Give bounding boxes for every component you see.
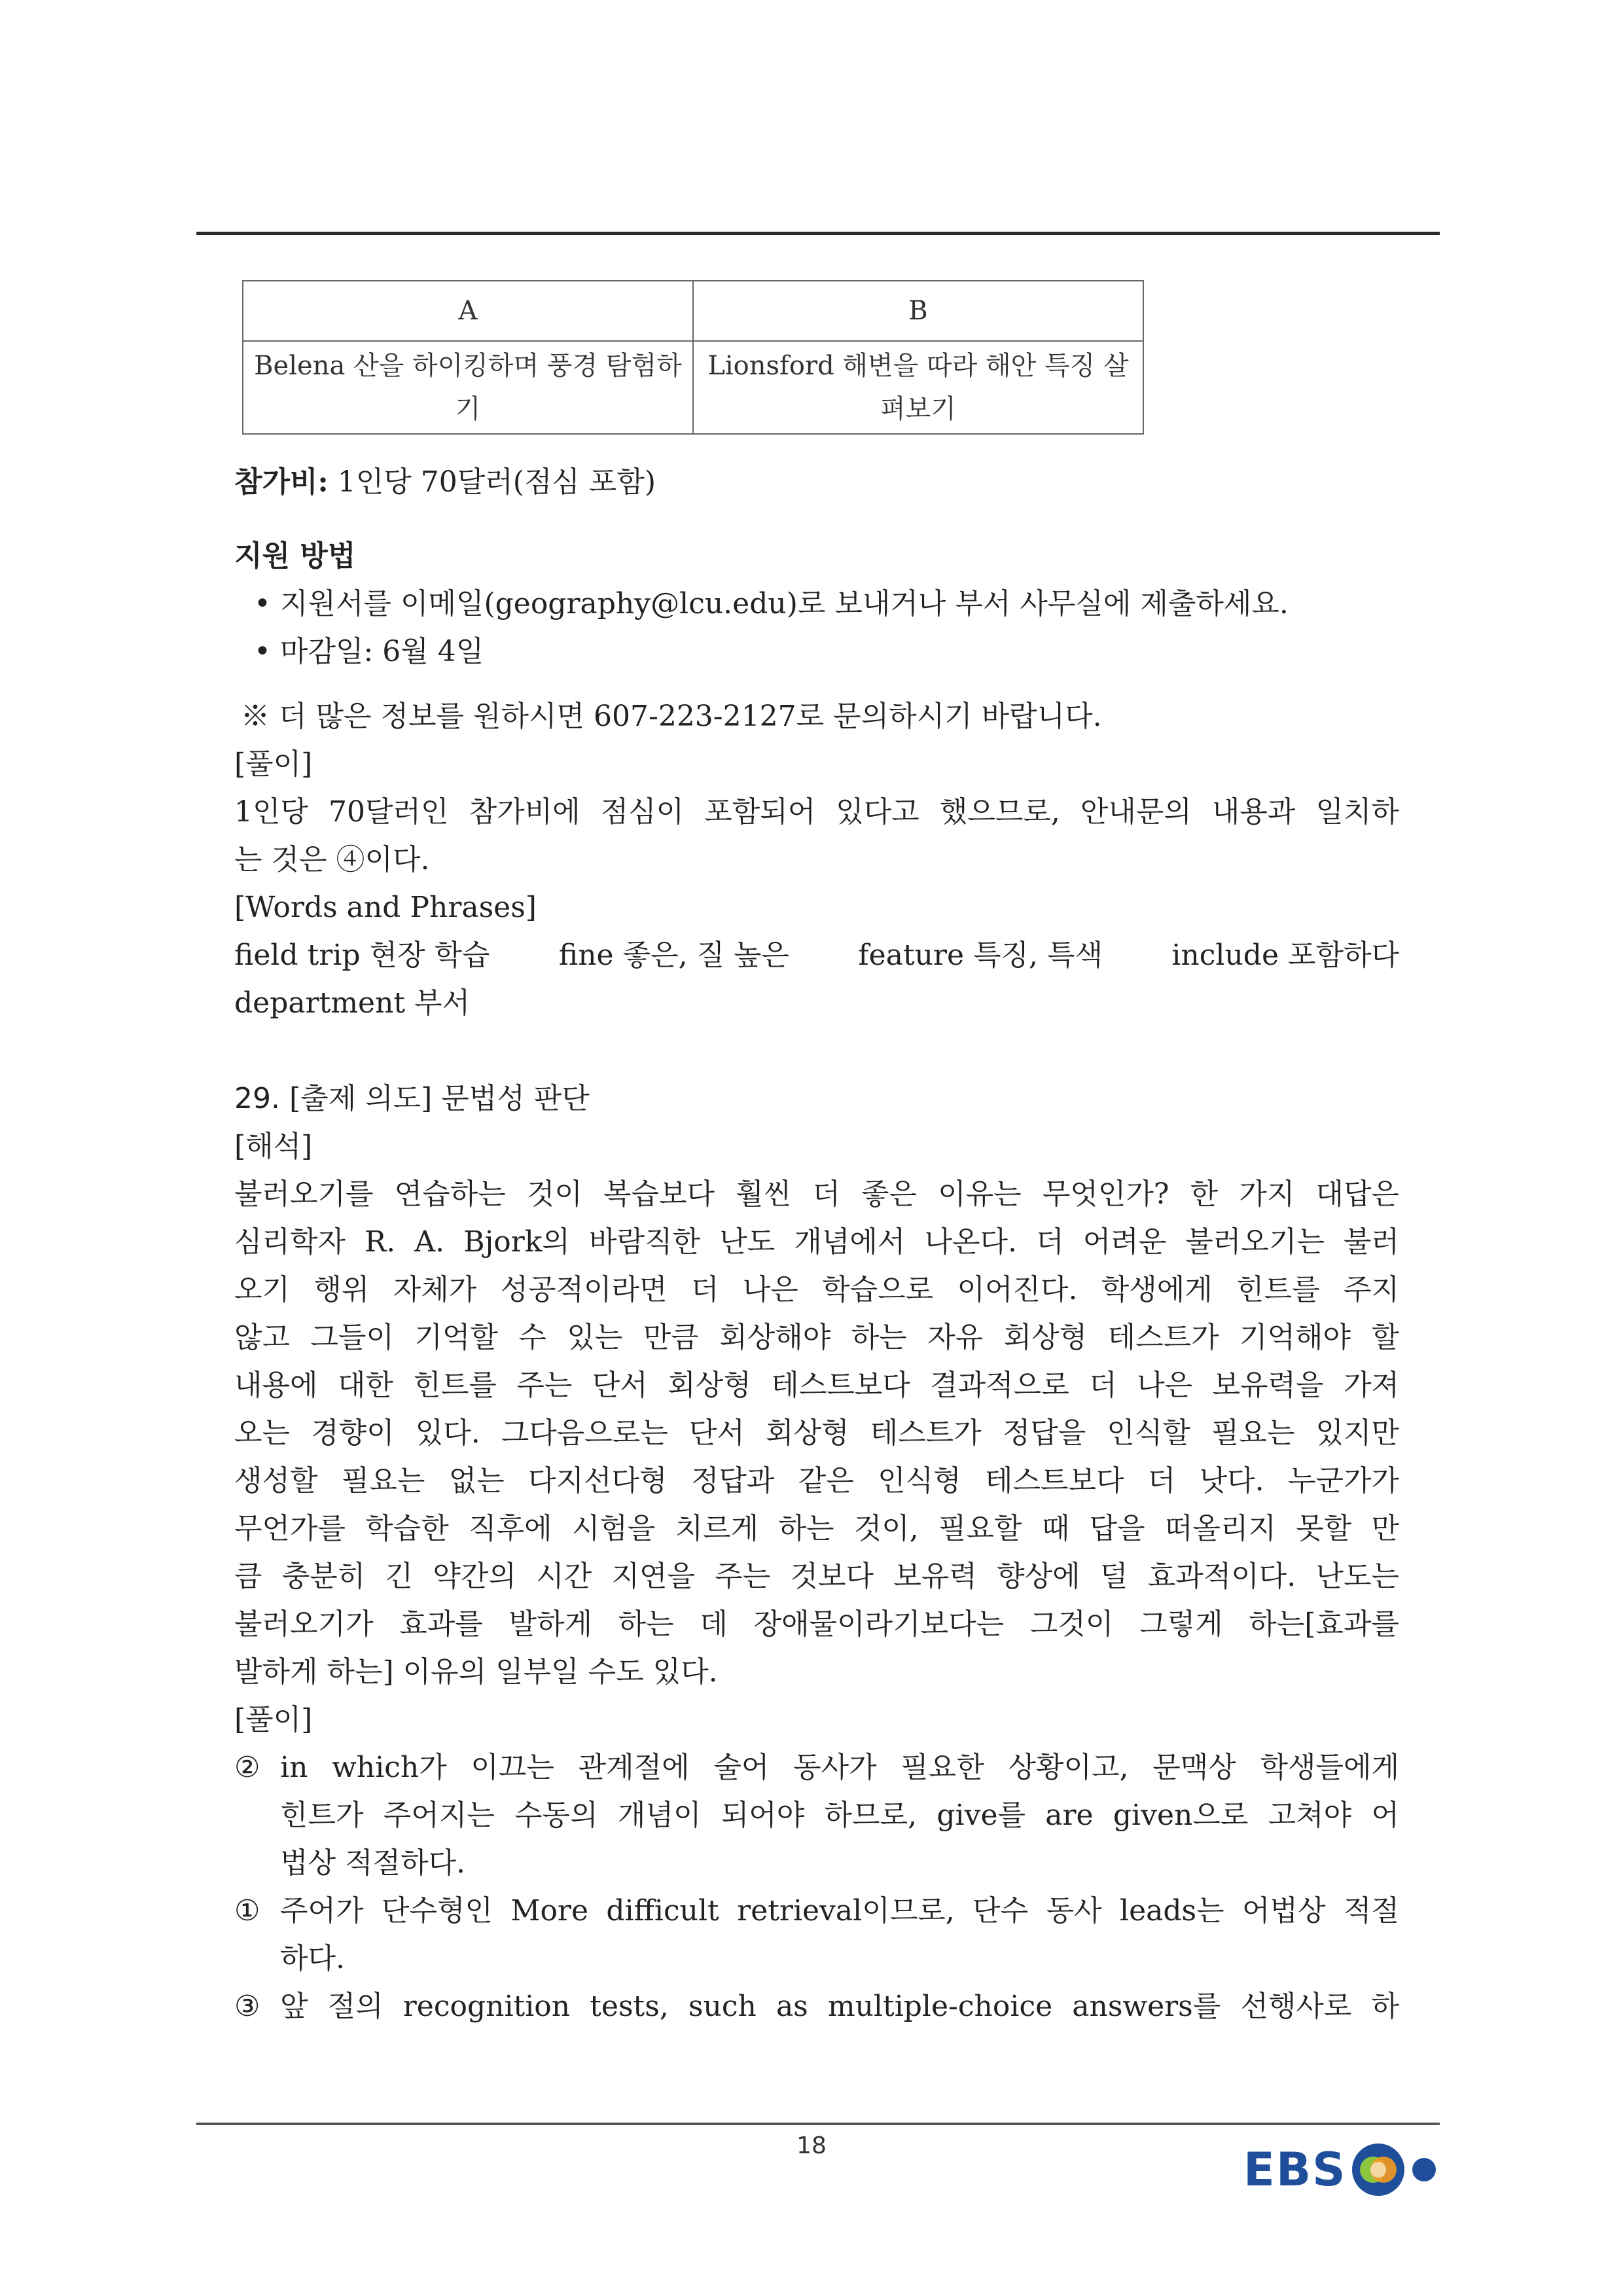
fee-line [234,458,1399,506]
table-header-b: B [693,281,1143,341]
apply-heading: 지원 방법 [234,539,356,573]
item-line: 주어가 단수형인 More difficult retrieval이므로, 단수 동사 leads는 어법상 적절 [280,1894,1399,1928]
table-header-row [243,281,1143,341]
table-cell-a: Belena 산을 하이킹하며 풍경 탐험하기 [243,341,693,434]
item-line: 법상 적절하다. [280,1846,465,1880]
item-line: in which가 이끄는 관계절에 술어 동사가 필요한 상황이고, 문맥상 학생들에게 [280,1751,1399,1784]
q29-title [234,1075,1399,1122]
q28-solution-label: [풀이] [234,747,313,781]
apply-bullet-1: • 지원서를 이메일(geography@lcu.edu)로 보내거나 부서 사무실에 제출하세요. [254,587,1289,620]
item-number: ③ [234,1990,260,2023]
translation-line: 불러오기가 효과를 발하게 하는 데 장애물이라기보다는 그것이 그렇게 하는[효과를 [234,1607,1399,1641]
words-list [234,931,1399,979]
translation-line: 오는 경향이 있다. 그다음으로는 단서 회상형 테스트가 정답을 인식할 필요는 있지만 [234,1416,1399,1450]
options-table [242,280,1144,435]
words-label: [Words and Phrases] [234,891,537,924]
item-line: 하다. [280,1942,345,1975]
q28-solution-line-2: 는 것은 ④이다. [234,843,430,876]
item-line: 힌트가 주어지는 수동의 개념이 되어야 하므로, give를 are given으로 고쳐야 어 [280,1799,1399,1832]
translation-line: 내용에 대한 힌트를 주는 단서 회상형 테스트보다 결과적으로 더 나은 보유력을 가져 [234,1369,1399,1402]
q28-solution-line-1: 1인당 70달러인 참가비에 점심이 포함되어 있다고 했으므로, 안내문의 내용과 일치하 [234,795,1399,829]
ebs-logo-icon [1347,2137,1445,2202]
word-entry: feature 특징, 특색 [858,939,1103,972]
translation-line: 발하게 하는] 이유의 일부일 수도 있다. [234,1655,718,1689]
item-number: ① [234,1894,260,1928]
translation-label: [해석] [234,1130,313,1163]
table-header-a: A [243,281,693,341]
logo-text: EBS [1243,2143,1347,2197]
ebs-logo [1243,2137,1459,2202]
translation-line: 큼 충분히 긴 약간의 시간 지연을 주는 것보다 보유력 향상에 덜 효과적이다. 난도는 [234,1560,1399,1593]
word-entry-line2: department 부서 [234,986,471,1020]
table-cell-b: Lionsford 해변을 따라 해안 특징 살펴보기 [693,341,1143,434]
translation-line: 않고 그들이 기억할 수 있는 만큼 회상해야 하는 자유 회상형 테스트가 기억해야 할 [234,1321,1399,1354]
translation-line: 불러오기를 연습하는 것이 복습보다 훨씬 더 좋은 이유는 무엇인가? 한 가지 대답은 [234,1177,1399,1211]
solution-item-2 [234,1744,1399,1887]
page-number: 18 [796,2132,827,2159]
apply-bullet-2: • 마감일: 6월 4일 [254,635,484,668]
contact-note: ※ 더 많은 정보를 원하시면 607-223-2127로 문의하시기 바랍니다. [241,700,1102,733]
footer-rule [196,2123,1440,2125]
translation-line: 오기 행위 자체가 성공적이라면 더 나은 학습으로 이어진다. 학생에게 힌트를 주지 [234,1273,1399,1306]
translation-line: 무언가를 학습한 직후에 시험을 치르게 하는 것이, 필요할 때 답을 떠올리지 못할 만 [234,1512,1399,1545]
translation-line: 심리학자 R. A. Bjork의 바람직한 난도 개념에서 나온다. 더 어려운 불러오기는 불러 [234,1225,1399,1259]
word-entry: field trip 현장 학습 [234,939,490,972]
main-content [234,458,1399,2030]
q29-number: 29. [234,1082,280,1115]
solution-item-3 [234,1982,1399,2030]
solution-item-1 [234,1887,1399,1982]
header-rule [196,232,1440,235]
fee-text: 1인당 70달러(점심 포함) [337,465,656,499]
q29-title-text: [출제 의도] 문법성 판단 [289,1082,590,1115]
word-entry: include 포함하다 [1171,939,1399,972]
table-row [243,341,1143,434]
item-line: 앞 절의 recognition tests, such as multiple-choice answers를 선행사로 하 [280,1990,1399,2023]
word-entry: fine 좋은, 질 높은 [558,939,790,972]
item-number: ② [234,1751,260,1784]
translation-line: 생성할 필요는 없는 다지선다형 정답과 같은 인식형 테스트보다 더 낫다. 누군가가 [234,1464,1399,1498]
q29-solution-label: [풀이] [234,1703,313,1736]
fee-label: 참가비: [234,465,329,499]
